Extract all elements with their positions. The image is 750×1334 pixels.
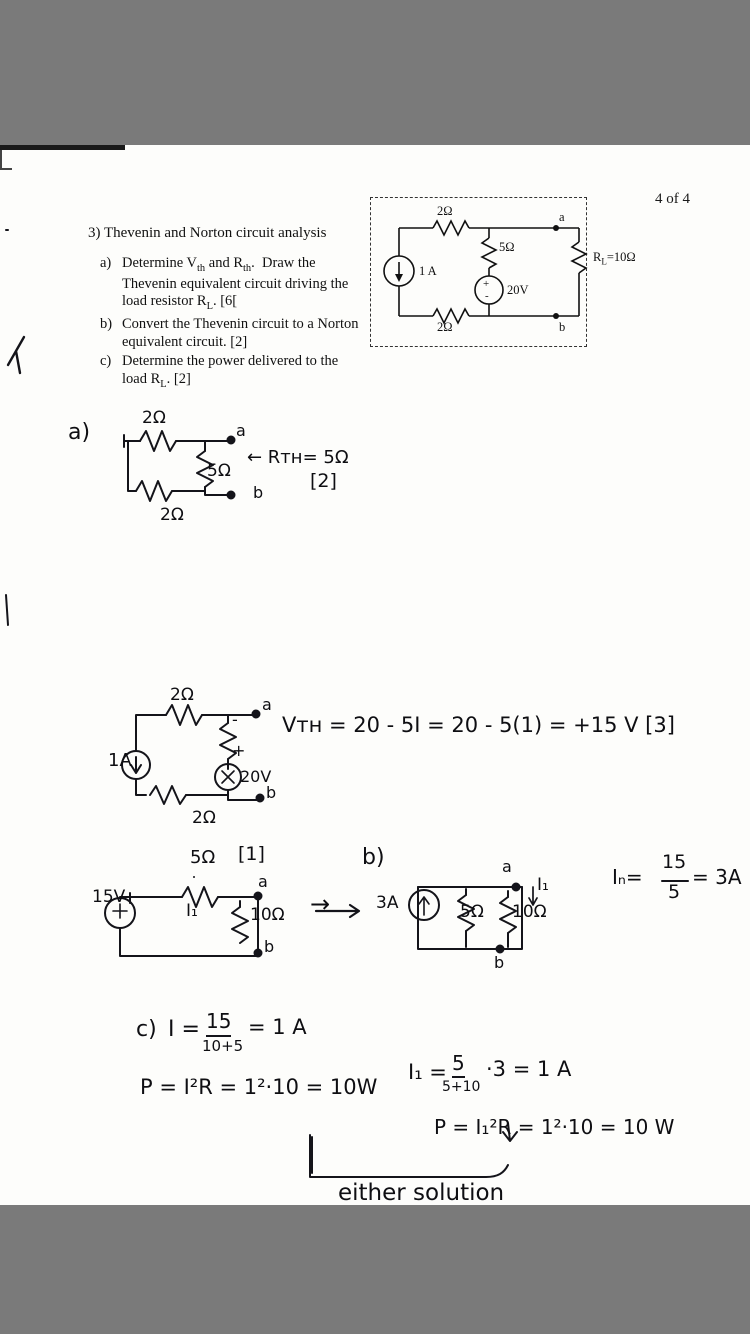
hw-sketch2-minus: - [232, 710, 238, 729]
hw-sketch2-current-source: 1A [108, 750, 132, 771]
part-b-text: Convert the Thevenin circuit to a Norton equivalent circuit. [2] [122, 315, 359, 350]
hw-part-c-line1-num: 15 [206, 1009, 231, 1037]
voltage-source-minus: - [485, 290, 489, 302]
scanned-exam-page [0, 145, 750, 1205]
hw-alt-current-num: 5 [452, 1051, 465, 1078]
hw-sketch3-load: 10Ω [250, 905, 285, 925]
hw-sketch4-source: 3A [376, 893, 399, 913]
hw-alt-current-rest: ·3 = 1 A [486, 1057, 572, 1081]
hw-sketch3-node-b: b [264, 937, 275, 956]
circuit-label-voltage-source: 20V [507, 283, 529, 297]
hw-sketch1-marks: [2] [310, 470, 337, 492]
part-a-marker: a) [100, 255, 112, 271]
hw-sketch3-node-a: a [258, 872, 268, 891]
hw-sketch1-node-b: b [253, 483, 264, 502]
hw-alt-power: P = I₁²R = 1²·10 = 10 W [434, 1115, 675, 1139]
hw-either-solution: either solution [338, 1180, 505, 1205]
hw-norton-current-result: = 3A [692, 865, 742, 889]
hw-norton-current-num: 15 [662, 851, 687, 873]
hw-sketch3-marks: [1] [238, 843, 265, 865]
handwritten-solution [0, 145, 750, 1205]
hw-part-a-marker: a) [68, 420, 91, 445]
hw-part-c-line1-den: 10+5 [202, 1037, 244, 1055]
hw-alt-current-den: 5+10 [442, 1079, 481, 1095]
hw-vth-equation: Vᴛʜ = 20 - 5I = 20 - 5(1) = +15 V [3] [282, 713, 675, 737]
hw-sketch1-r-top: 2Ω [142, 408, 166, 428]
hw-sketch1-r-bottom: 2Ω [160, 505, 184, 525]
hw-part-c-line1-result: = 1 A [248, 1015, 307, 1039]
hw-alt-current-label: I₁ = [408, 1060, 447, 1084]
hw-sketch2-node-a: a [262, 695, 272, 714]
circuit-label-r-mid: 5Ω [499, 240, 515, 254]
hw-norton-current-label: Iₙ= [612, 865, 643, 889]
hw-sketch2-plus: + [232, 741, 246, 760]
hw-sketch2-r-top: 2Ω [170, 685, 194, 705]
circuit-node-a-label: a [559, 210, 565, 224]
question-title: 3) Thevenin and Norton circuit analysis [88, 225, 327, 241]
circuit-label-current-source: 1 A [419, 264, 437, 278]
circuit-label-r-top: 2Ω [437, 204, 453, 218]
bottom-grey-band [0, 1205, 750, 1334]
hw-sketch3-current: I₁ [186, 901, 198, 921]
circuit-label-r-bottom: 2Ω [437, 320, 453, 334]
hw-sketch2-voltage-source: 20V [240, 767, 272, 786]
hw-sketch2-r-bottom: 2Ω [192, 808, 216, 828]
hw-part-c-line1-label: I = [168, 1017, 200, 1042]
hw-sketch4-current: I₁ [537, 875, 549, 895]
hw-sketch2-node-b: b [266, 783, 277, 802]
hw-sketch4-load: 10Ω [512, 902, 547, 922]
hw-part-b-marker: b) [362, 845, 385, 870]
handwriting-strokes [0, 145, 750, 1205]
hw-sketch1-node-a: a [236, 421, 246, 440]
voltage-source-plus: + [483, 278, 490, 290]
hw-part-c-marker: c) [136, 1017, 157, 1042]
part-c-text: Determine the power delivered to the load $R_L$. [2] [122, 353, 339, 390]
part-b-marker: b) [100, 315, 113, 332]
hw-sketch4-node-a: a [502, 857, 512, 876]
top-grey-band [0, 0, 750, 145]
circuit-label-load: $R_L=10\Omega$ [593, 250, 636, 267]
circuit-node-b-label: b [559, 320, 566, 334]
hw-sketch1-r-mid: 5Ω [207, 461, 231, 481]
hw-part-c-power: P = I²R = 1²·10 = 10W [140, 1075, 378, 1099]
part-a-text: Determine $V_{th}$ and $R_{th}$. Draw the Thevenin equivalent circuit driving the load resistor $R_L$. [6[ [122, 255, 349, 313]
hw-norton-current-den: 5 [668, 881, 681, 903]
hw-sketch3-r-series: 5Ω [190, 847, 216, 868]
hw-conversion-arrow: → [310, 890, 331, 918]
hw-sketch4-r-par: 5Ω [460, 902, 484, 922]
part-c-marker: c) [100, 353, 112, 370]
hw-sketch4-node-b: b [494, 953, 505, 972]
page-number: 4 of 4 [655, 191, 690, 207]
hw-sketch3-source: 15V [92, 887, 126, 907]
hw-rth-value: ← Rᴛʜ= 5Ω [247, 447, 349, 468]
